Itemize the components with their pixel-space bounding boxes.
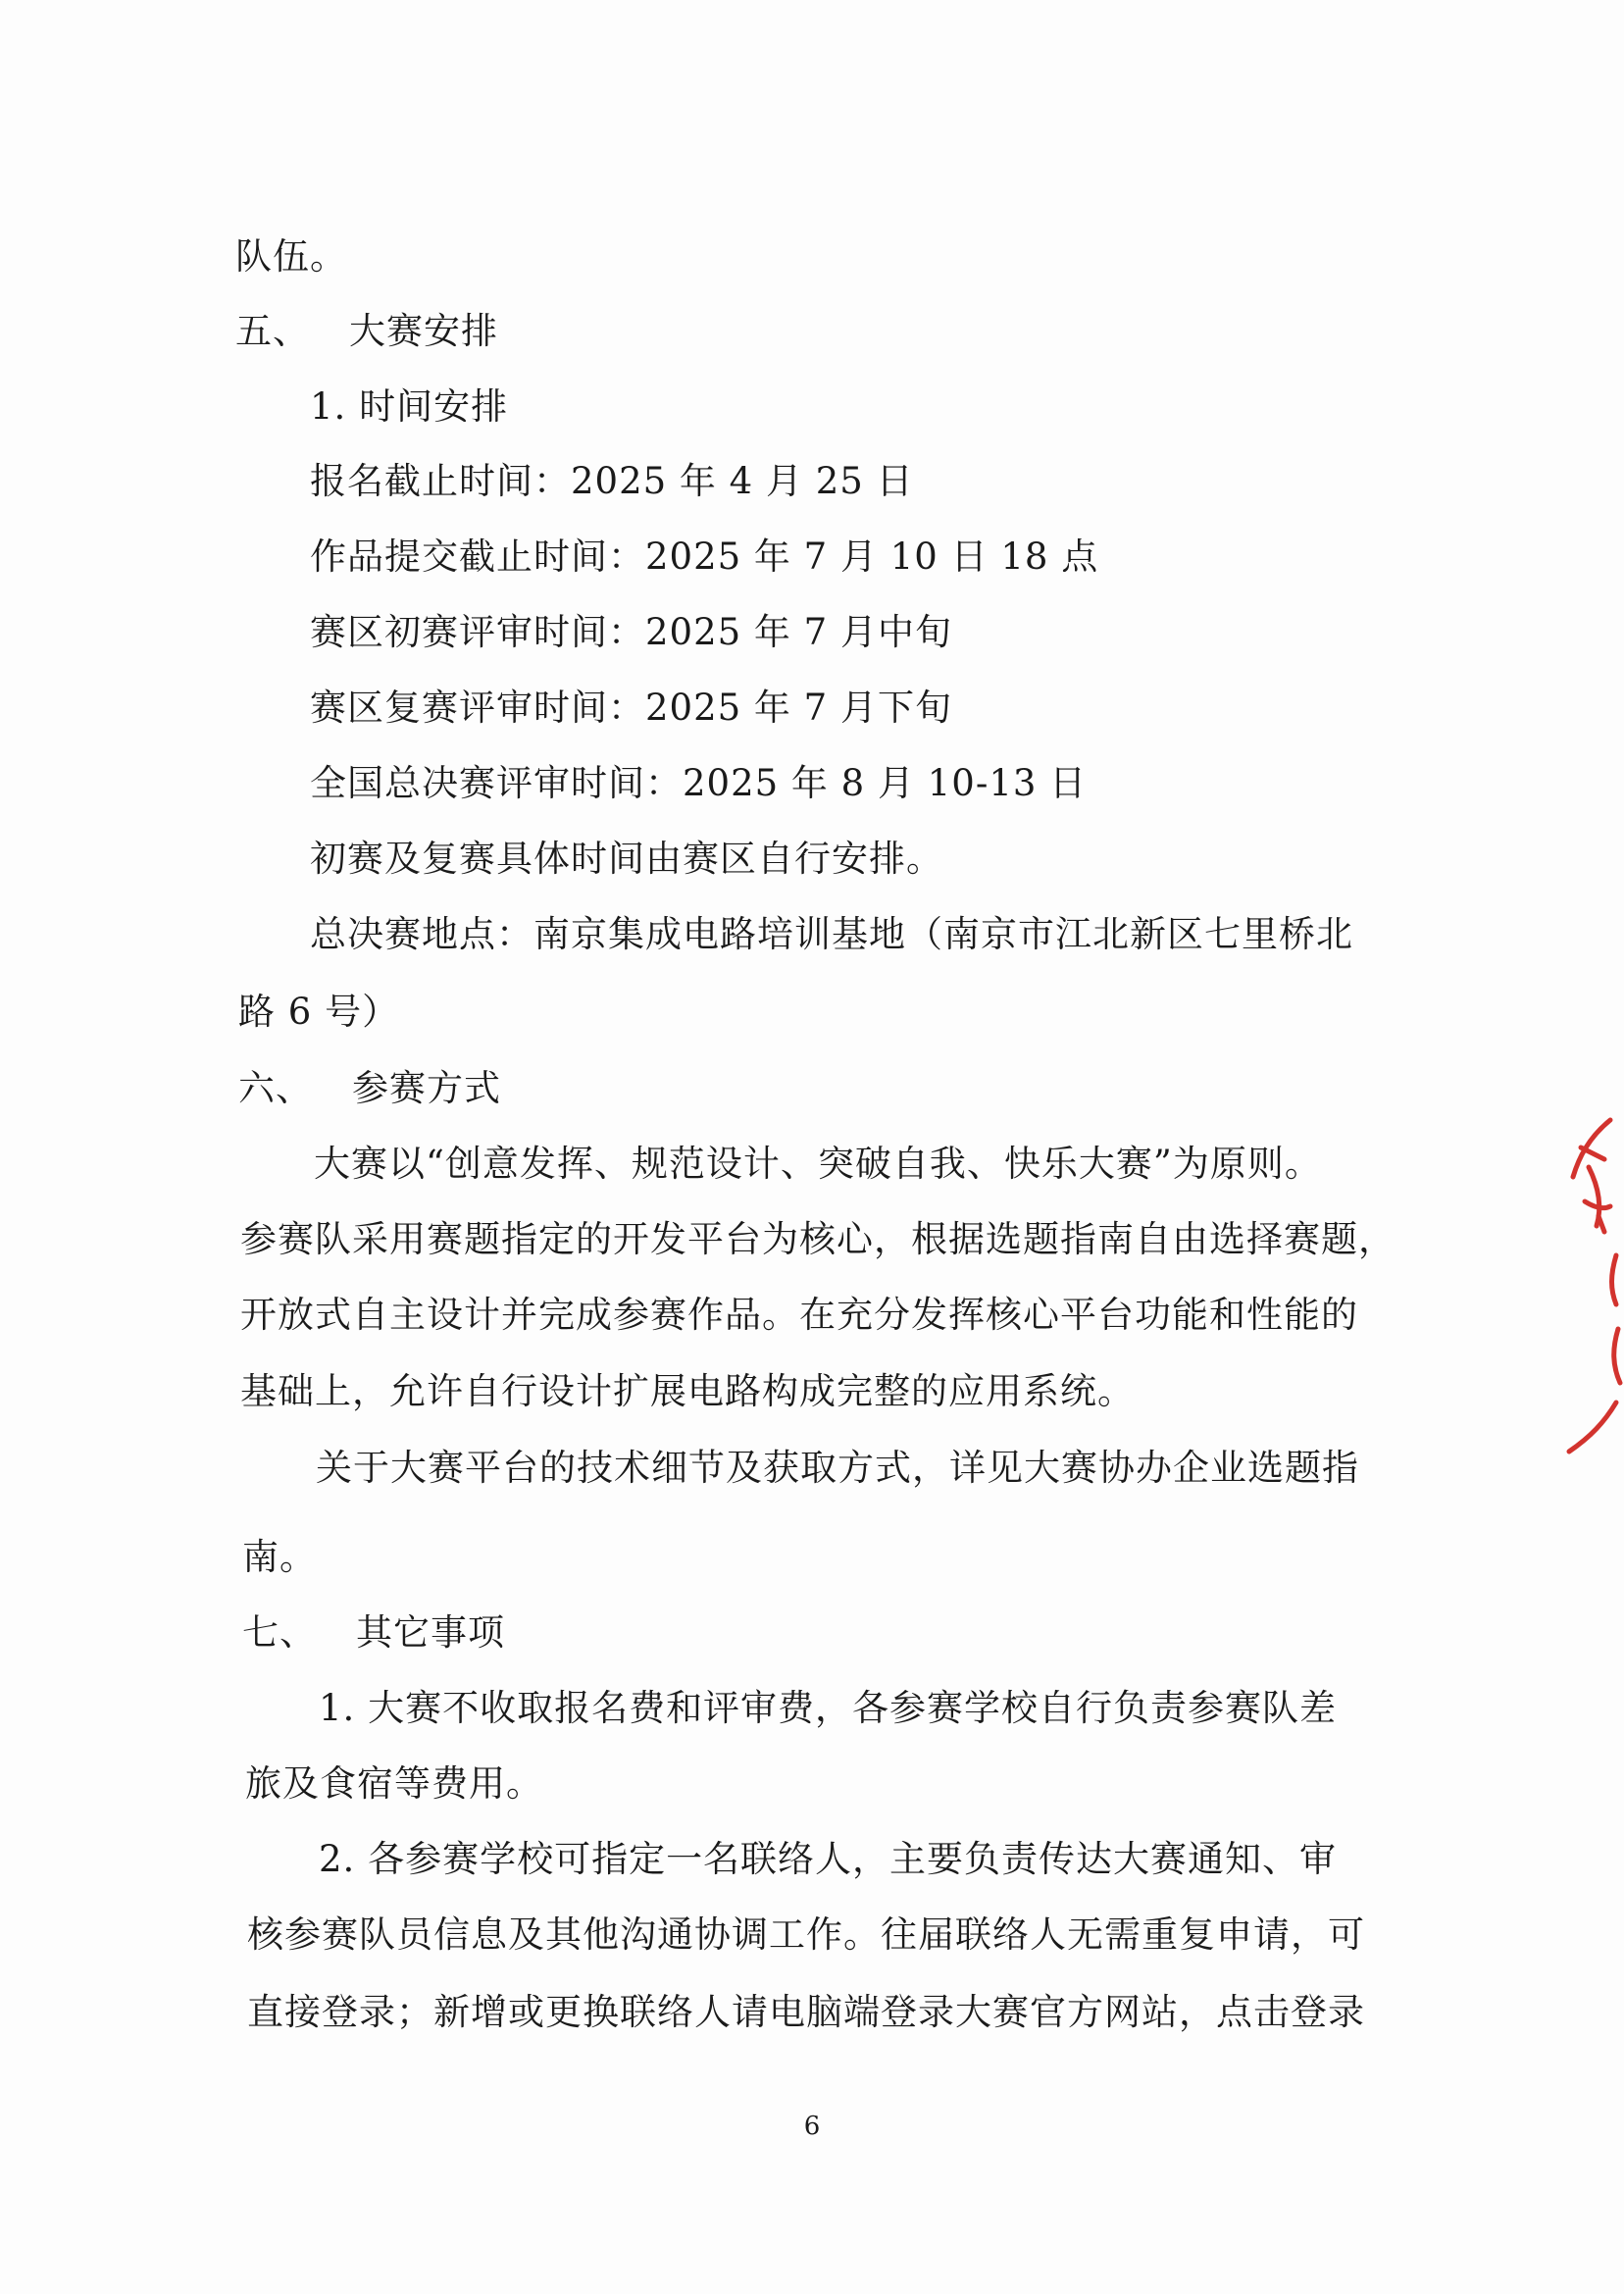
schedule-item: 报名截止时间：2025 年 4 月 25 日 (310, 460, 914, 502)
text-line: 南。 (242, 1536, 317, 1578)
text-line: 初赛及复赛具体时间由赛区自行安排。 (310, 838, 943, 880)
text-line: 旅及食宿等费用。 (245, 1762, 543, 1805)
schedule-item: 全国总决赛评审时间：2025 年 8 月 10-13 日 (310, 762, 1088, 804)
text-line: 大赛以“创意发挥、规范设计、突破自我、快乐大赛”为原则。 (314, 1143, 1322, 1185)
section-heading-6 (238, 1067, 501, 1110)
heading-title: 其它事项 (356, 1611, 505, 1654)
text-line: 核参赛队员信息及其他沟通协调工作。往届联络人无需重复申请，可 (247, 1913, 1365, 1956)
schedule-item: 作品提交截止时间：2025 年 7 月 10 日 18 点 (310, 535, 1099, 578)
heading-title: 大赛安排 (349, 310, 498, 352)
heading-title: 参赛方式 (352, 1067, 501, 1109)
heading-number: 五、 (235, 310, 310, 352)
text-line: 路 6 号） (238, 991, 400, 1033)
section-heading-7 (242, 1611, 505, 1655)
text-line: 直接登录；新增或更换联络人请电脑端登录大赛官方网站，点击登录 (247, 1991, 1365, 2033)
schedule-item: 赛区复赛评审时间：2025 年 7 月下旬 (310, 687, 952, 729)
text-line: 关于大赛平台的技术细节及获取方式，详见大赛协办企业选题指 (316, 1447, 1359, 1489)
schedule-item: 赛区初赛评审时间：2025 年 7 月中旬 (310, 611, 952, 653)
text-line: 基础上，允许自行设计扩展电路构成完整的应用系统。 (240, 1370, 1135, 1412)
text-line: 2. 各参赛学校可指定一名联络人，主要负责传达大赛通知、审 (319, 1838, 1338, 1880)
text-line: 总决赛地点：南京集成电路培训基地（南京市江北新区七里桥北 (310, 913, 1353, 955)
text-line: 队伍。 (235, 235, 347, 278)
section-heading-5 (235, 310, 498, 353)
heading-number: 六、 (238, 1067, 313, 1109)
page-number: 6 (803, 2112, 821, 2141)
subheading: 1. 时间安排 (310, 385, 509, 428)
text-line: 开放式自主设计并完成参赛作品。在充分发挥核心平台功能和性能的 (240, 1294, 1358, 1336)
text-line: 1. 大赛不收取报名费和评审费，各参赛学校自行负责参赛队差 (319, 1687, 1338, 1729)
seal-stamp-icon (1559, 1108, 1624, 1461)
heading-number: 七、 (242, 1611, 317, 1654)
text-line: 参赛队采用赛题指定的开发平台为核心，根据选题指南自由选择赛题， (240, 1218, 1396, 1260)
